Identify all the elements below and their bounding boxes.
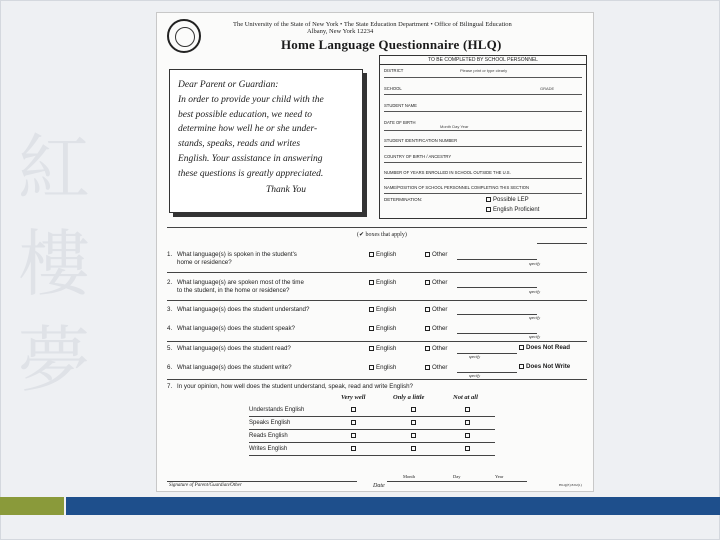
field-label-district: DISTRICT (384, 68, 404, 73)
checkbox-icon (486, 207, 491, 212)
q2-other-line[interactable] (457, 287, 537, 288)
date-month-label: Month (403, 474, 416, 479)
field-label-student-name: STUDENT NAME (384, 103, 417, 108)
question-4: 4. What language(s) does the student speak? (167, 325, 295, 332)
checkbox-icon[interactable] (351, 407, 358, 413)
q3-other-option[interactable]: Other (425, 306, 447, 313)
glyph: 夢 (18, 318, 91, 402)
letter-salutation: Dear Parent or Guardian: (178, 80, 279, 90)
q7-row-understands: Understands English (249, 407, 305, 413)
q5-other-line[interactable] (457, 353, 517, 354)
date-label: Date (373, 483, 385, 489)
q4-other-line[interactable] (457, 333, 537, 334)
question-6: 6. What language(s) does the student write? (167, 364, 292, 371)
signature-line[interactable] (167, 481, 357, 482)
q6-other-line[interactable] (457, 372, 517, 373)
divider (537, 243, 587, 244)
scanned-document (156, 12, 594, 492)
question-2: 2. What language(s) are spoken most of the time to the student, in the home or residence? (167, 279, 304, 294)
form-code: HLQ(E) 8/02(1) (559, 483, 582, 487)
date-line[interactable] (387, 481, 527, 482)
field-label-years-outside-us: NUMBER OF YEARS ENROLLED IN SCHOOL OUTSIDE THE U.S. (384, 170, 511, 175)
checkbox-icon[interactable] (465, 433, 472, 439)
bottom-accent-bar-blue (66, 497, 720, 515)
checkbox-icon (425, 307, 430, 312)
glyph: 樓 (18, 222, 91, 306)
checkbox-icon (425, 326, 430, 331)
checkbox-icon (369, 252, 374, 257)
checkbox-icon (369, 280, 374, 285)
checkbox-icon (425, 365, 430, 370)
grid-line (249, 416, 495, 417)
checkbox-icon[interactable] (351, 420, 358, 426)
q4-other-option[interactable]: Other (425, 325, 447, 332)
specify-label: specify (469, 373, 481, 378)
letter-closing: Thank You (265, 184, 306, 195)
divider (167, 379, 587, 380)
document-title: Home Language Questionnaire (HLQ) (281, 37, 502, 52)
checkbox-icon (369, 346, 374, 351)
q6-other-option[interactable]: Other (425, 364, 447, 371)
q5-english-option[interactable]: English (369, 345, 396, 352)
question-1: 1. What language(s) is spoken in the student's home or residence? (167, 251, 297, 266)
field-line[interactable] (384, 111, 582, 112)
date-year-label: Year (495, 474, 504, 479)
field-label-dob: DATE OF BIRTH (384, 120, 416, 125)
field-line[interactable] (384, 146, 582, 147)
check-instructions: (✔ boxes that apply) (357, 232, 407, 238)
divider (167, 341, 587, 342)
checkbox-icon[interactable] (465, 407, 472, 413)
q5-does-not-read-option[interactable]: Does Not Read (519, 344, 570, 351)
q7-row-reads: Reads English (249, 433, 288, 439)
option-possible-lep[interactable]: Possible LEP (486, 197, 529, 203)
field-label-school: SCHOOL (384, 86, 402, 91)
field-sub-grade: GRADE (540, 86, 555, 91)
state-seal-icon (167, 19, 201, 53)
q6-does-not-write-option[interactable]: Does Not Write (519, 363, 570, 370)
field-line[interactable] (384, 94, 582, 95)
specify-label: specify (529, 334, 541, 339)
specify-label: specify (529, 289, 541, 294)
document-header: The University of the State of New York • The State Education Department • Office of Bilingual Education (233, 21, 512, 28)
question-3: 3. What language(s) does the student understand? (167, 306, 310, 313)
checkbox-icon[interactable] (411, 420, 418, 426)
checkbox-icon (425, 280, 430, 285)
checkbox-icon (486, 197, 491, 202)
checkbox-icon (369, 326, 374, 331)
grid-line (249, 455, 495, 456)
determination-label: DETERMINATION: (384, 197, 423, 202)
field-label-personnel: NAME/POSITION OF SCHOOL PERSONNEL COMPLETING THIS SECTION (384, 185, 530, 190)
checkbox-icon (369, 307, 374, 312)
q6-english-option[interactable]: English (369, 364, 396, 371)
question-7: 7. In your opinion, how well does the student understand, speak, read and write English? (167, 383, 413, 390)
q7-row-writes: Writes English (249, 446, 288, 452)
letter-line: determine how well he or she under- (178, 124, 318, 135)
q3-english-option[interactable]: English (369, 306, 396, 313)
q1-other-line[interactable] (457, 259, 537, 260)
divider (167, 300, 587, 301)
checkbox-icon (425, 252, 430, 257)
field-sub-dob: Month Day Year (440, 124, 469, 129)
divider (167, 272, 587, 273)
specify-label: specify (529, 261, 541, 266)
checkbox-icon[interactable] (411, 407, 418, 413)
divider (167, 227, 587, 228)
field-sub-district: Please print or type clearly (460, 68, 508, 73)
q7-column-not-at-all: Not at all (453, 394, 478, 401)
letter-line: stands, speaks, reads and writes (178, 139, 301, 150)
school-personnel-box (379, 55, 587, 219)
grid-line (249, 442, 495, 443)
checkbox-icon[interactable] (351, 446, 358, 452)
q7-column-only-a-little: Only a little (393, 394, 425, 401)
bottom-accent-bar-green (0, 497, 64, 515)
letter-line: In order to provide your child with the (178, 94, 324, 105)
checkbox-icon[interactable] (351, 433, 358, 439)
grid-line (249, 429, 495, 430)
q5-other-option[interactable]: Other (425, 345, 447, 352)
q7-column-very-well: Very well (341, 394, 366, 401)
date-day-label: Day (453, 474, 461, 479)
q2-other-option[interactable]: Other (425, 279, 447, 286)
q7-row-speaks: Speaks English (249, 420, 291, 426)
document-address: Albany, New York 12234 (307, 28, 374, 35)
checkbox-icon (519, 345, 524, 350)
field-label-student-id: STUDENT IDENTIFICATION NUMBER (384, 138, 458, 143)
checkbox-icon (519, 364, 524, 369)
q1-english-option[interactable]: English (369, 251, 396, 258)
q1-other-option[interactable]: Other (425, 251, 447, 258)
checkbox-icon (425, 346, 430, 351)
field-label-country: COUNTRY OF BIRTH / ANCESTRY (384, 154, 452, 159)
specify-label: specify (469, 354, 481, 359)
letter-line: best possible education, we need to (178, 109, 313, 120)
q4-english-option[interactable]: English (369, 325, 396, 332)
glyph: 紅 (18, 126, 91, 210)
parent-letter-box (169, 69, 363, 213)
checkbox-icon[interactable] (465, 446, 472, 452)
q2-english-option[interactable]: English (369, 279, 396, 286)
signature-label: Signature of Parent/Guardian/Other (169, 483, 242, 488)
checkbox-icon[interactable] (465, 420, 472, 426)
checkbox-icon (369, 365, 374, 370)
field-line[interactable] (384, 178, 582, 179)
question-5: 5. What language(s) does the student read? (167, 345, 291, 352)
field-line[interactable] (384, 193, 582, 194)
field-line[interactable] (384, 77, 582, 78)
letter-line: English. Your assistance in answering (178, 153, 323, 164)
field-line[interactable] (384, 162, 582, 163)
specify-label: specify (529, 315, 541, 320)
letter-line: these questions is greatly appreciated. (178, 168, 324, 179)
checkbox-icon[interactable] (411, 446, 418, 452)
school-box-heading: TO BE COMPLETED BY SCHOOL PERSONNEL (380, 56, 586, 65)
q3-other-line[interactable] (457, 314, 537, 315)
field-line[interactable] (384, 130, 582, 131)
option-english-proficient[interactable]: English Proficient (486, 207, 539, 213)
checkbox-icon[interactable] (411, 433, 418, 439)
